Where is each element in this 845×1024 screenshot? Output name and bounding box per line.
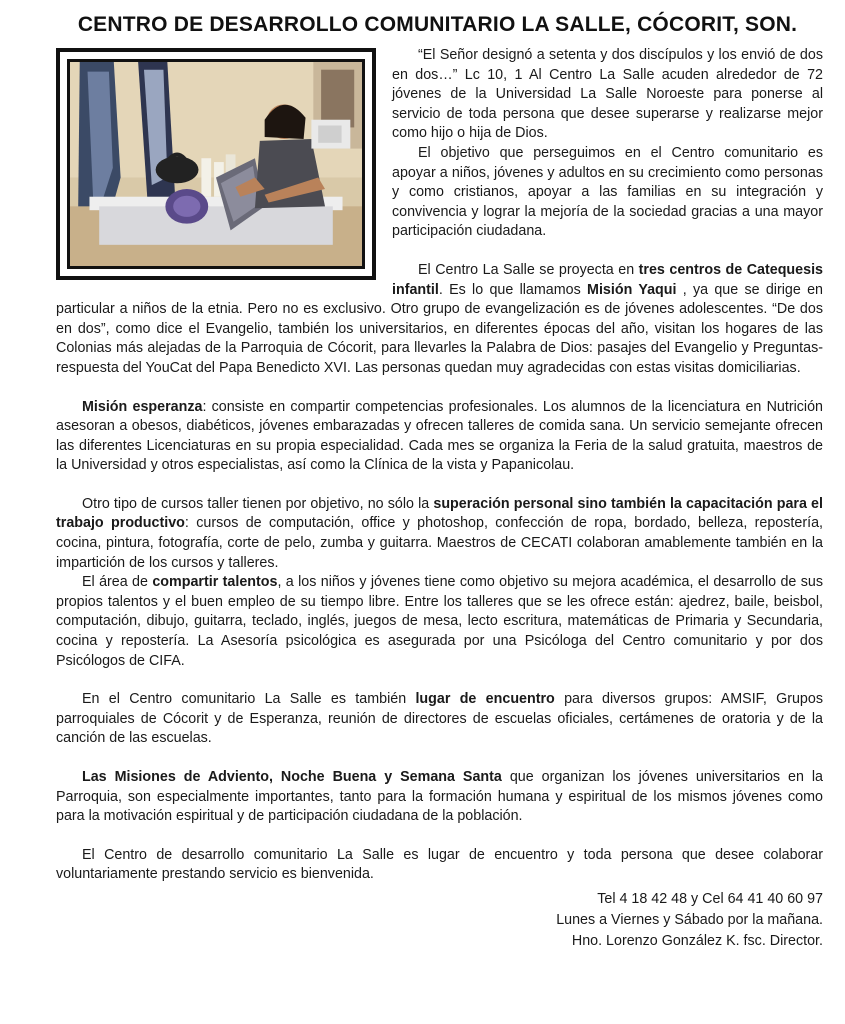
photo-woman-sewing-icon (67, 59, 365, 269)
paragraph-objective: El objetivo que perseguimos en el Centro comunitario es apoyar a niños, jóvenes y adultos en su crecimiento como personas y como cristianos, apoyar a las familias en su integración y convivencia y lograr la mejoría de la sociedad gracias a una mayor participación ciudadana. (392, 144, 823, 240)
text-run: : consiste en compartir competencias profesionales. Los alumnos de la licenciatura en Nutrición asesoran a obesos, diabéticos, jóvenes embarazadas y ofrecen talleres de comida sana. Un servicio semejante ofrecen las diferentes Licenciaturas en su propia especialidad. Cada mes se organiza la Feria de la salud gratuita, maestros de la Universidad y otros especialistas, así como la Clínica de la vista y Papanicolau. (56, 398, 823, 474)
bold-run: superación personal sino también la capacitación para el trabajo productivo (56, 495, 823, 532)
text-run: El área de (82, 574, 153, 591)
bold-run: compartir talentos (152, 574, 278, 591)
text-run: . Es lo que llamamos (438, 281, 588, 298)
bold-run: tres centros de Catequesis infantil (392, 261, 823, 298)
page-title: CENTRO DE DESARROLLO COMUNITARIO LA SALLE, CÓCORIT, SON. (77, 13, 798, 36)
text-run: , a los niños y jóvenes tiene como objetivo su mejora académica, el desarrollo de sus propios talentos y el buen empleo de su tiempo libre. Entre los talleres que se les ofrece están: ajedrez, baile, beisbol, computación, dibujo, guitarra, teclado, inglés, juegos de mesa, lecto escritura, matemáticas de Primaria y Secundaria, cocina y repostería. La Asesoría psicológica es asegurada por una Psicóloga del Centro comunitario y por dos Psicólogos de CIFA. (56, 574, 823, 669)
paragraph-cursos-taller (56, 495, 823, 573)
bold-run: Misión esperanza (82, 398, 203, 415)
contact-block (56, 889, 823, 952)
bold-run: Las Misiones de Adviento, Noche Buena y Semana Santa (82, 769, 502, 785)
contact-hours: Lunes a Viernes y Sábado por la mañana. (556, 911, 823, 928)
paragraph-mision-esperanza (56, 398, 823, 476)
text-run: El Centro La Salle se proyecta en (418, 261, 639, 278)
bold-run: lugar de encuentro (415, 691, 555, 708)
paragraph-intro: “El Señor designó a setenta y dos discípulos y los envió de dos en dos…” Lc 10, 1 Al Centro La Salle acuden alrededor de 72 jóvenes de la Universidad La Salle Noroeste para ponerse al servicio de toda persona que desee superarse y realizarse mejor como hijo o hija de Dios. (392, 47, 823, 142)
bold-run: Misión Yaqui (587, 281, 677, 298)
text-run: En el Centro comunitario La Salle es también (82, 691, 416, 708)
paragraph-lugar-encuentro (56, 690, 823, 749)
text-run: Otro tipo de cursos taller tienen por objetivo, no sólo la (82, 495, 434, 512)
text-run: , ya que se dirige en particular a niños de la etnia. Pero no es exclusivo. Otro grupo de evangelización es de jóvenes adolescentes. “De dos en dos”, como dice el Evangelio, también los universitarios, en diferentes épocas del año, visitan los hogares de las Colonias más alejadas de la Parroquia de Cócorit, para llevarles la Palabra de Dios: pasajes del Evangelio y Preguntas-respuesta del YouCat del Papa Benedicto XVI. Las personas quedan muy agradecidas con estas visitas domiciliarias. (56, 281, 823, 376)
text-run: : cursos de computación, office y photoshop, confección de ropa, bordado, belleza, repostería, cocina, pintura, fotografía, corte de pelo, zumba y guitarra. Maestros de CECATI colaboran amablemente también en la impartición de los cursos y talleres. (56, 515, 823, 571)
contact-phone: Tel 4 18 42 48 y Cel 64 41 40 60 97 (597, 890, 823, 907)
paragraph-compartir-talentos (56, 573, 823, 671)
contact-director: Hno. Lorenzo González K. fsc. Director. (571, 932, 823, 949)
photo-frame (56, 48, 376, 280)
paragraph-misiones (56, 768, 823, 827)
text-run: para diversos grupos: AMSIF, Grupos parroquiales de Cócorit y de Esperanza, reunión de directores de escuelas oficiales, certámenes de oratoria y de la canción de las escuelas. (56, 691, 823, 747)
text-run: que organizan los jóvenes universitarios en la Parroquia, son especialmente importantes, tanto para la formación humana y espiritual de los mismos jóvenes como para la motivación espiritual y de participación ciudadana de la población. (56, 769, 824, 825)
paragraph-closing: El Centro de desarrollo comunitario La Salle es lugar de encuentro y toda persona que desee colaborar voluntariamente prestando servicio es bienvenida. (56, 846, 823, 883)
